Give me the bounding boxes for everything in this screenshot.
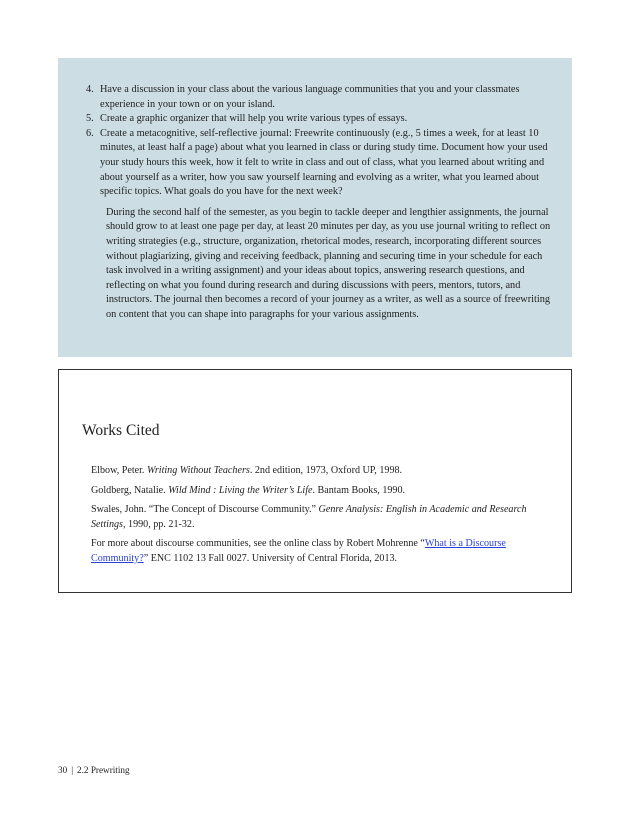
page-number: 30 [58,765,68,775]
citation-more-info [91,537,541,566]
activity-item [86,83,556,112]
citation-author: Goldberg, Natalie. [91,484,169,496]
citation-elbow [91,464,541,479]
citation-details: ” ENC 1102 13 Fall 0027. University of Central Florida, 2013. [143,552,398,564]
activity-number: 5. [86,113,94,125]
citation-title: Genre Analysis: English in Academic and Research Settings [91,504,527,530]
citation-title: Writing Without Teachers [146,465,250,476]
activity-number: 6. [86,127,94,139]
citation-swales [91,503,541,532]
citation-title: Wild Mind : Living the Writer’s Life [168,484,313,496]
activity-text: Create a graphic organizer that will help you write various types of essays. [100,113,408,125]
citation-details: , 1990, pp. 21-32. [122,518,195,530]
citation-author: Swales, John. “The Concept of Discourse Community.” [91,504,319,516]
activity-list [86,83,556,200]
journal-note: During the second half of the semester, as you begin to tackle deeper and lengthier assignments, the journal should grow to at least one page per day, at least 20 minutes per day, as you use journal writing to reflect on writing strategies (e.g., structure, organization, rhetorical modes, research, incorporating different sources without plagiarizing, giving and receiving feedback, planning and securing time in your schedule for each task involved in a writing assignment) and your ideas about topics, answering research questions, and reflecting on what you found during research and during discussions with peers, mentors, tutors, and instructors. The journal then becomes a record of your journey as a writer, as well as a source of freewriting on content that you can shape into paragraphs for your various assignments. [106,206,551,320]
activity-number: 4. [86,84,94,95]
citation-intro: For more about discourse communities, see the online class by Robert Mohrenne “ [91,538,425,550]
citation-details: . Bantam Books, 1990. [312,484,406,496]
activity-text: Create a metacognitive, self-reflective journal: Freewrite continuously (e.g., 5 times a week, for at least 10 minutes, at least half a page) about what you learned in class or during study time. Document how your used your study hours this week, how it felt to write in class and out of class, what you learned about writing and about yourself as a writer, how you saw yourself learning and evolving as a writer, what you learned about specific topics. What goals do you have for the next week? [100,127,548,198]
citation-author: Elbow, Peter. [91,465,147,476]
citation-list [91,464,541,572]
discourse-community-link[interactable]: What is a Discourse Community? [91,538,506,564]
activity-text: Have a discussion in your class about the various language communities that you and your classmates experience in your town or on your island. [100,84,520,110]
page-footer [58,765,130,775]
activity-box [58,58,572,357]
citation-goldberg [91,484,541,499]
activity-item [86,112,556,127]
works-cited-box [58,369,572,593]
citation-details: . 2nd edition, 1973, Oxford UP, 1998. [249,465,403,476]
activity-item [86,127,556,200]
works-cited-title: Works Cited [82,422,160,439]
section-name: 2.2 Prewriting [77,765,130,775]
footer-separator: | [71,765,74,775]
